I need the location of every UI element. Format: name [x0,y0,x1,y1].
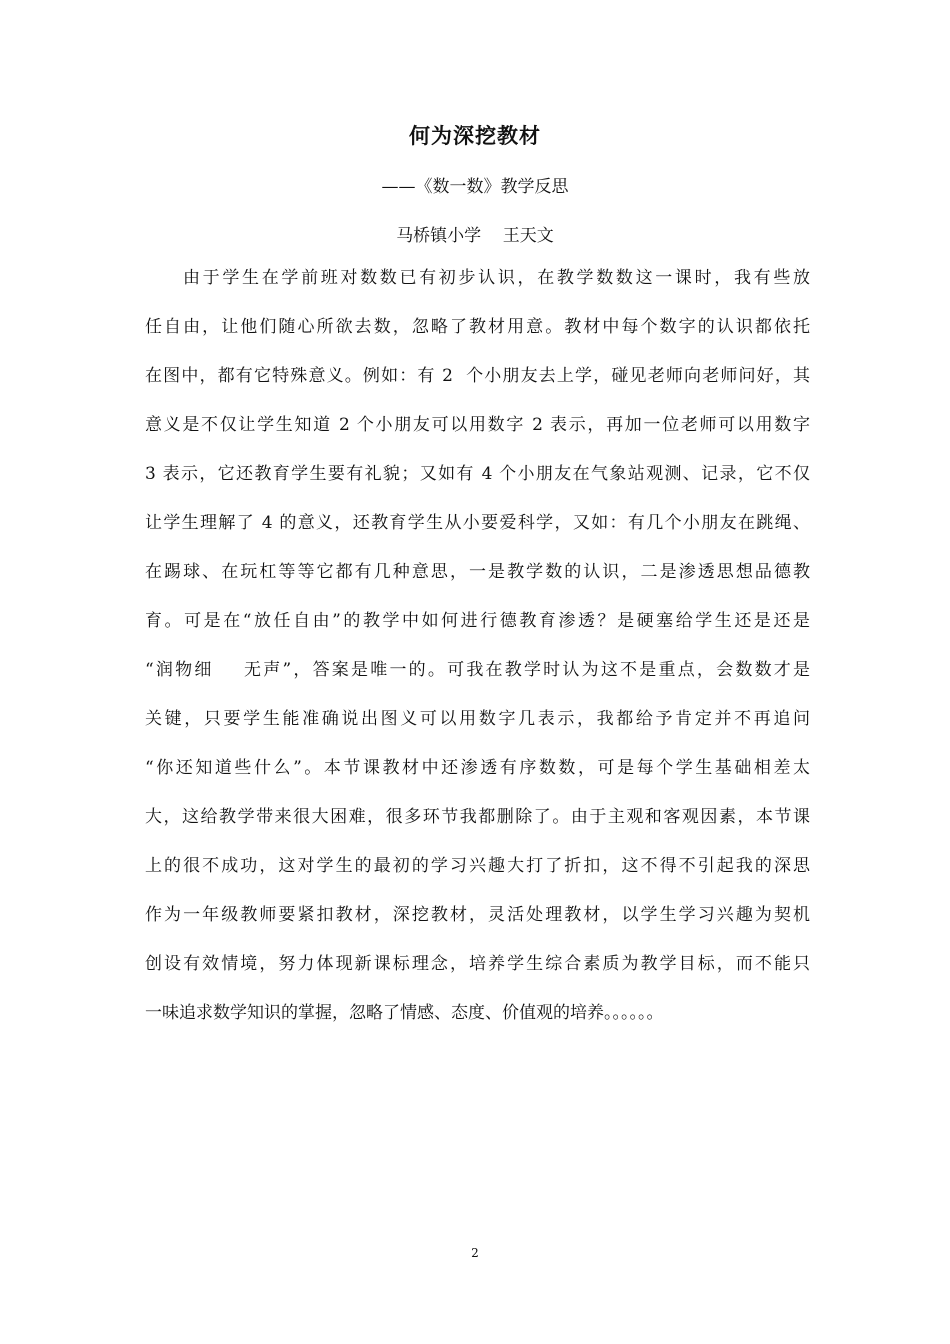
paragraph-line: 在踢球、在玩杠等等它都有几种意思，一是教学数的认识，二是渗透思想品德教 [145,562,810,582]
paragraph-line: 在图中，都有它特殊意义。例如：有 2 个小朋友去上学，碰见老师向老师问好，其 [145,366,810,386]
document-title: 何为深挖教材 [409,123,541,148]
paragraph-line: 关键，只要学生能准确说出图义可以用数字几表示，我都给予肯定并不再追问 [145,709,810,729]
paragraph-line: 创设有效情境，努力体现新课标理念，培养学生综合素质为教学目标，而不能只 [145,954,810,974]
paragraph-line: 意义是不仅让学生知道 2 个小朋友可以用数字 2 表示，再加一位老师可以用数字 [145,415,810,435]
paragraph-line: 育。可是在“放任自由”的教学中如何进行德教育渗透？是硬塞给学生还是还是 [145,611,810,631]
paragraph-line: 大，这给教学带来很大困难，很多环节我都删除了。由于主观和客观因素，本节课 [145,807,810,827]
paragraph-line: 让学生理解了 4 的意义，还教育学生从小要爱科学，又如：有几个小朋友在跳绳、 [145,513,810,533]
paragraph-line: 作为一年级教师要紧扣教材，深挖教材，灵活处理教材，以学生学习兴趣为契机 [145,905,810,925]
author-line: 马桥镇小学 王天文 [396,226,554,246]
page-number: 2 [471,1246,479,1260]
paragraph-line: 任自由，让他们随心所欲去数，忽略了教材用意。教材中每个数字的认识都依托 [145,317,810,337]
paragraph-line: 一味追求数学知识的掌握，忽略了情感、态度、价值观的培养。。。。。。 [145,1003,664,1023]
document-subtitle: ——《数一数》教学反思 [381,177,569,197]
paragraph-line: 上的很不成功，这对学生的最初的学习兴趣大打了折扣，这不得不引起我的深思 [145,856,810,876]
paragraph-line: “润物细 无声”，答案是唯一的。可我在教学时认为这不是重点，会数数才是 [145,660,810,680]
paragraph-line: “你还知道些什么”。本节课教材中还渗透有序数数，可是每个学生基础相差太 [145,758,810,778]
body-text [145,254,810,1038]
paragraph-line: 由于学生在学前班对数数已有初步认识，在教学数数这一课时，我有些放 [183,268,810,288]
paragraph-line: 3 表示，它还教育学生要有礼貌；又如有 4 个小朋友在气象站观测、记录，它不仅 [145,464,810,484]
